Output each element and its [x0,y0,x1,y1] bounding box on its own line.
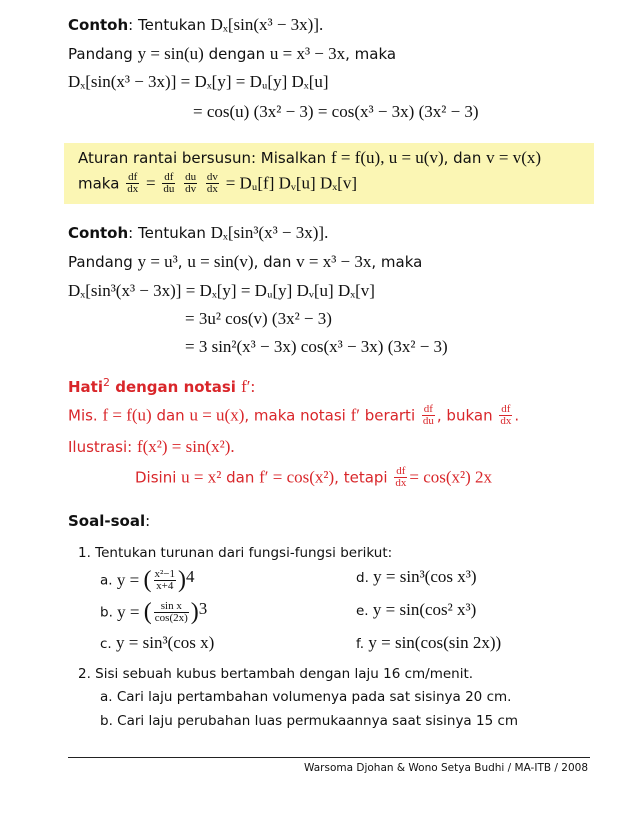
warning-line1-f: . [514,406,520,425]
warning-line1-a: Mis. [68,406,103,425]
example2-line2-m3: v = x³ − 3x [296,252,372,271]
chain-rule-line1-b: , dan [443,149,487,167]
left-paren: ( [143,599,152,625]
fraction-df-dx [126,172,139,195]
equals-sign: = [145,173,156,193]
right-paren: ) [190,599,199,625]
example1-line2-m2: u = x³ − 3x [269,44,346,63]
frac-den: dx [206,183,218,195]
question-1: 1. Tentukan turunan dari fungsi-fungsi berikut: [78,545,393,561]
question-2a: a. Cari laju pertambahan volumenya pada sat sisinya 20 cm. [100,689,512,705]
fraction-dv-dx [206,172,219,195]
frac-num: dv [206,171,218,183]
item-label: c. [100,636,117,652]
exercises-title: Soal-soal [68,512,146,530]
warning-title2: dengan notasi [110,378,242,396]
chain-rule-line1-a: Aturan rantai bersusun: Misalkan [78,149,331,167]
example2-math: Dₓ[sin³(x³ − 3x)]. [210,223,329,242]
exercises-heading [68,512,150,530]
warning-line3 [135,466,492,489]
fraction-df-dx [499,404,512,427]
warning-line2 [68,437,235,457]
example1-text: : Tentukan [128,16,211,34]
example2-label: Contoh [68,224,129,242]
frac-den: dx [127,183,139,195]
warning-line1-c: , maka notasi [244,406,351,425]
example1-line2-m1: y = sin(u) [137,44,204,63]
question-2: 2. Sisi sebuah kubus bertambah dengan laju 16 cm/menit. [78,666,474,682]
fraction-df-dx [394,466,407,489]
frac-den: du [422,415,434,427]
item-label: e. [356,603,373,619]
item-math: y = [117,602,140,622]
frac-den: du [163,183,175,195]
warning-line1-b: dan [151,406,190,425]
frac-num: df [164,171,174,183]
warning-line1-m1: f = f(u) [102,405,152,425]
item-label: d. [356,570,374,586]
example1-line4: = cos(u) (3x² − 3) = cos(x³ − 3x) (3x² − 3) [193,102,479,121]
warning-line1-d: berarti [360,406,420,425]
frac-den: dv [185,183,197,195]
example2-line2-m1: y = u³ [137,252,178,271]
example1-line2-b: dengan [203,45,270,63]
example1-line3: Dₓ[sin(x³ − 3x)] = Dₓ[y] = Dᵤ[y] Dₓ[u] [68,72,329,91]
item-label: a. [100,572,117,589]
fraction-df-du [422,404,435,427]
example2-line2-d: , maka [371,253,423,271]
chain-rule-line1-m2: v = v(x) [486,148,542,167]
warning-title-math: f′: [241,377,256,396]
fraction-du-dv [184,172,197,195]
frac-den: x+4 [156,580,174,592]
question-1b [100,599,207,626]
frac-den: cos(2x) [154,612,188,624]
footer-divider [68,757,590,758]
chain-rule-line2 [78,172,357,195]
example1-label: Contoh [68,16,129,34]
frac-num: df [423,403,433,415]
warning-line1 [68,404,519,427]
warning-line3-b: dan [221,468,260,487]
fraction-df-du [162,172,175,195]
example2-line4: = 3u² cos(v) (3x² − 3) [185,309,332,328]
fraction [154,601,189,624]
footer-text: Warsoma Djohan & Wono Setya Budhi / MA-ITB / 2008 [304,762,588,774]
warning-line3-m1: u = x² [181,467,222,487]
frac-num: du [185,171,197,183]
item-label: f. [356,636,369,652]
frac-den: dx [395,477,407,489]
chain-rule-line2-math: = Dᵤ[f] Dᵥ[u] Dₓ[v] [225,173,357,193]
chain-rule-line2-a: maka [78,174,125,193]
frac-num: x²−1 [154,568,176,580]
frac-num: sin x [154,601,189,613]
frac-num: df [128,171,138,183]
exponent: 3 [198,599,208,618]
warning-line1-m2: u = u(x) [189,405,245,425]
frac-num: df [501,403,511,415]
fraction [154,569,177,592]
example1-line2 [68,44,396,64]
warning-line1-e: , bukan [436,406,498,425]
frac-den: dx [500,415,512,427]
warning-heading [68,376,255,397]
question-1a [100,567,195,594]
example2-line2-c: , dan [253,253,297,271]
question-1f [356,633,501,653]
example2-text: : Tentukan [128,224,211,242]
exercises-colon: : [145,512,151,530]
item-math: y = sin³(cos x³) [373,567,477,586]
warning-sup: 2 [103,376,110,389]
warning-line3-a: Disini [135,468,182,487]
warning-line2-a: Ilustrasi: [68,438,137,456]
chain-rule-line1 [78,148,541,168]
chain-rule-line1-m1: f = f(u), u = u(v) [330,148,444,167]
warning-line3-c: , tetapi [334,468,393,487]
frac-num: df [396,465,406,477]
example2-line2-a: Pandang [68,253,138,271]
item-math: y = sin(cos² x³) [372,600,477,619]
example1-line2-a: Pandang [68,45,138,63]
example2-line2-b: , [177,253,188,271]
question-1d [356,567,477,587]
warning-line2-math: f(x²) = sin(x²). [136,437,235,456]
item-math: y = sin³(cos x) [116,633,215,652]
example1-heading [68,15,323,35]
example1-line2-c: , maka [345,45,397,63]
question-1e [356,600,476,620]
item-label: b. [100,604,118,621]
warning-line3-m2: f′ = cos(x²) [259,467,335,487]
warning-title: Hati [68,378,103,396]
example2-line3: Dₓ[sin³(x³ − 3x)] = Dₓ[y] = Dᵤ[y] Dᵥ[u] Dₓ[v] [68,281,375,300]
example2-heading [68,223,328,243]
item-math: y = sin(cos(sin 2x)) [368,633,502,652]
example1-math: Dₓ[sin(x³ − 3x)]. [210,15,324,34]
warning-line3-m3: = cos(x²) 2x [409,467,493,487]
example2-line2-m2: u = sin(v) [187,252,254,271]
question-1c [100,633,214,653]
item-math: y = [116,570,140,590]
example2-line5: = 3 sin²(x³ − 3x) cos(x³ − 3x) (3x² − 3) [185,337,448,356]
exponent: 4 [186,567,195,586]
left-paren: ( [143,567,152,593]
question-2b: b. Cari laju perubahan luas permukaannya saat sisinya 15 cm [100,713,519,729]
warning-line1-m3: f′ [350,405,361,425]
right-paren: ) [178,567,187,593]
example2-line2 [68,252,422,272]
